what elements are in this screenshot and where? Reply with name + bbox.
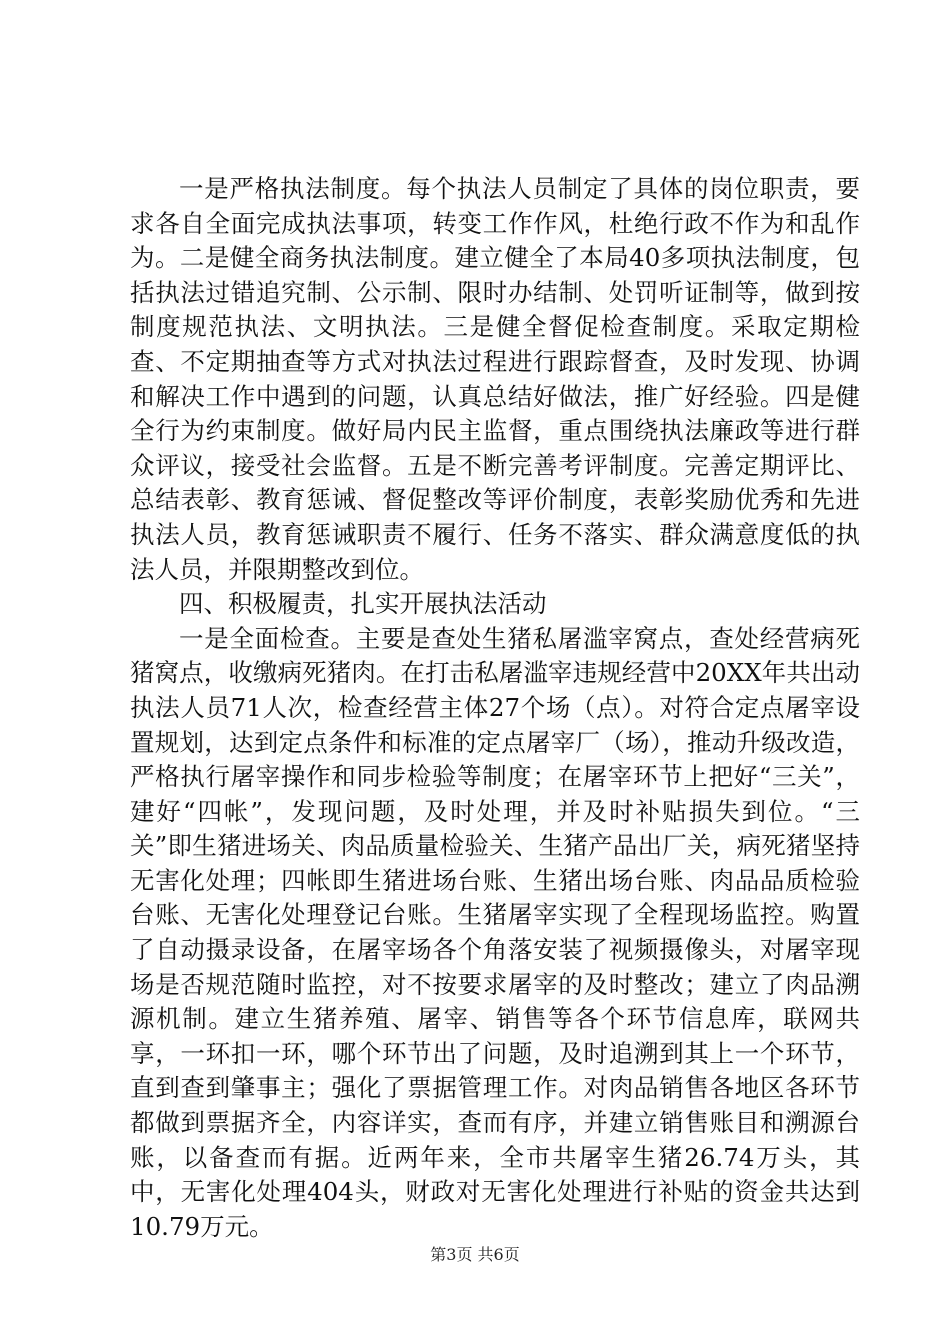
section-heading: 四、积极履责，扎实开展执法活动 xyxy=(179,589,547,619)
paragraph-inspection: 一是全面检查。主要是查处生猪私屠滥宰窝点，查处经营病死猪窝点，收缴病死猪肉。在打击私屠滥宰违规经营中20XX年共出动执法人员71人次，检查经营主体27个场（点）。对符合定点屠宰设置规划，达到定点条件和标准的定点屠宰厂（场），推动升级改造，严格执行屠宰操作和同步检验等制度；在屠宰环节上把好“三关”，建好“四帐”，发现问题，及时处理，并及时补贴损失到位。“三关”即生猪进场关、肉品质量检验关、生猪产品出厂关，病死猪坚持无害化处理；四帐即生猪进场台账、生猪出场台账、肉品品质检验台账、无害化处理登记台账。生猪屠宰实现了全程现场监控。购置了自动摄录设备，在屠宰场各个角落安装了视频摄像头，对屠宰现场是否规范随时监控，对不按要求屠宰的及时整改；建立了肉品溯源机制。建立生猪养殖、屠宰、销售等各个环节信息库，联网共享，一环扣一环，哪个环节出了问题，及时追溯到其上一个环节，直到查到肇事主；强化了票据管理工作。对肉品销售各地区各环节都做到票据齐全，内容详实，查而有序，并建立销售账目和溯源台账，以备查而有据。近两年来，全市共屠宰生猪26.74万头，其中，无害化处理404头，财政对无害化处理进行补贴的资金共达到10.79万元。 xyxy=(130,623,860,1241)
page-footer: 第3页 共6页 xyxy=(430,1245,520,1264)
document-body xyxy=(130,172,860,1244)
paragraph-enforcement-systems: 一是严格执法制度。每个执法人员制定了具体的岗位职责，要求各自全面完成执法事项，转变工作作风，杜绝行政不作为和乱作为。二是健全商务执法制度。建立健全了本局40多项执法制度，包括执法过错追究制、公示制、限时办结制、处罚听证制等，做到按制度规范执法、文明执法。三是健全督促检查制度。采取定期检查、不定期抽查等方式对执法过程进行跟踪督查，及时发现、协调和解决工作中遇到的问题，认真总结好做法，推广好经验。四是健全行为约束制度。做好局内民主监督，重点围绕执法廉政等进行群众评议，接受社会监督。五是不断完善考评制度。完善定期评比、总结表彰、教育惩诫、督促整改等评价制度，表彰奖励优秀和先进执法人员，教育惩诫职责不履行、任务不落实、群众满意度低的执法人员，并限期整改到位。 xyxy=(130,174,860,584)
